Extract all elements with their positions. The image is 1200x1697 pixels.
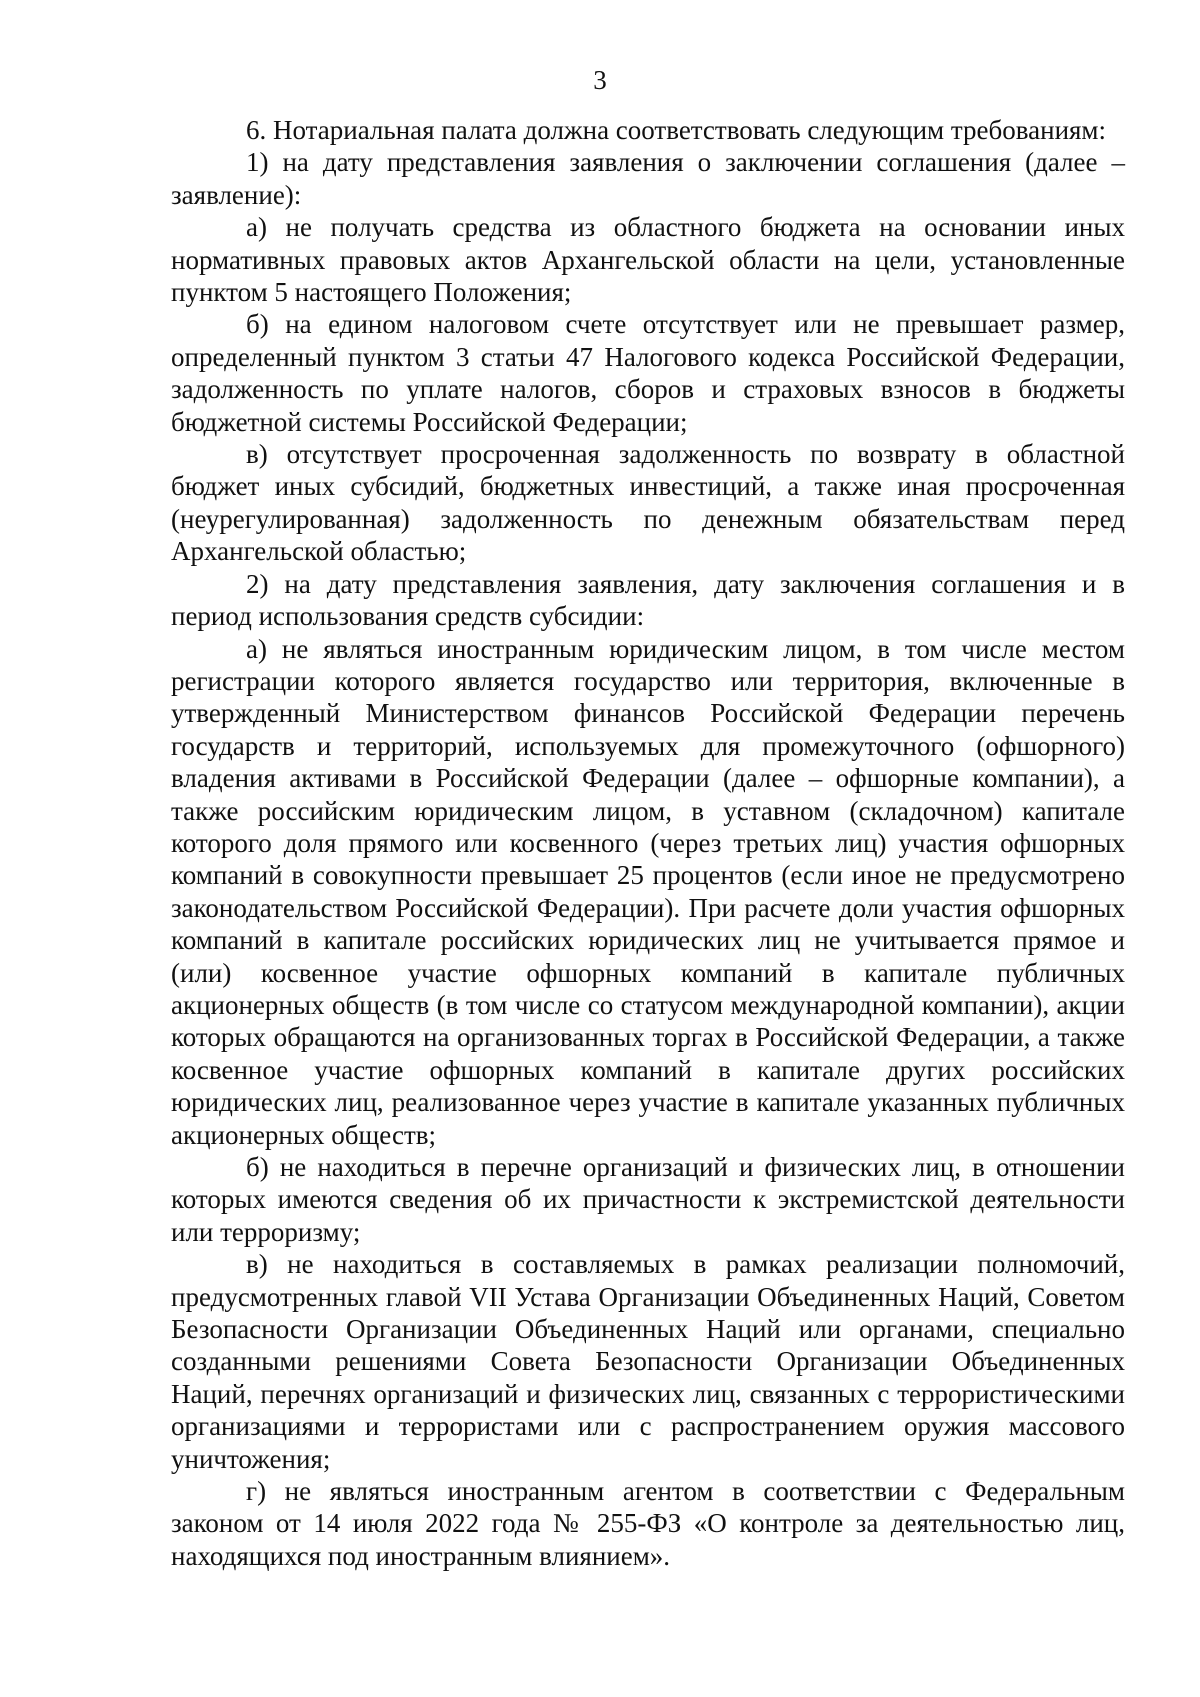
paragraph-6-2-v: в) не находиться в составляемых в рамках реализации полномочий, предусмотренных главой VII Устава Организации Объединенных Наций, Советом Безопасности Организации Объединенных Наций или органами, специально созданными решениями Совета Безопасности Организации Объединенных Наций, перечнях организаций и физических лиц, связанных с террористическими организациями и террористами или с распространением оружия массового уничтожения; [171,1249,1125,1474]
paragraph-6-1-v: в) отсутствует просроченная задолженность по возврату в областной бюджет иных субсидий, бюджетных инвестиций, а также иная просроченная (неурегулированная) задолженность по денежным обязательствам перед Архангельской областью; [171,439,1125,567]
paragraph-6-2-a: а) не являться иностранным юридическим лицом, в том числе местом регистрации которого является государство или территория, включенные в утвержденный Министерством финансов Российской Федерации перечень государств и территорий, используемых для промежуточного (офшорного) владения активами в Российской Федерации (далее – офшорные компании), а также российским юридическим лицом, в уставном (складочном) капитале которого доля прямого или косвенного (через третьих лиц) участия офшорных компаний в совокупности превышает 25 процентов (если иное не предусмотрено законодательством Российской Федерации). При расчете доли участия офшорных компаний в капитале российских юридических лиц не учитывается прямое и (или) косвенное участие офшорных компаний в капитале публичных акционерных обществ (в том числе со статусом международной компании), акции которых обращаются на организованных торгах в Российской Федерации, а также косвенное участие офшорных компаний в капитале других российских юридических лиц, реализованное через участие в капитале указанных публичных акционерных обществ; [171,633,1125,1150]
paragraph-6-1-a: а) не получать средства из областного бюджета на основании иных нормативных правовых актов Архангельской области на цели, установленные пунктом 5 настоящего Положения; [171,212,1125,308]
paragraph-6-1: 1) на дату представления заявления о заключении соглашения (далее – заявление): [171,147,1125,210]
paragraph-6-1-b: б) на едином налоговом счете отсутствует или не превышает размер, определенный пунктом 3 статьи 47 Налогового кодекса Российской Федерации, задолженность по уплате налогов, сборов и страховых взносов в бюджеты бюджетной системы Российской Федерации; [171,309,1125,437]
paragraph-6-2-g: г) не являться иностранным агентом в соответствии с Федеральным законом от 14 июля 2022 года № 255-ФЗ «О контроле за деятельностью лиц, находящихся под иностранным влиянием». [171,1476,1125,1571]
paragraph-6: 6. Нотариальная палата должна соответствовать следующим требованиям: [246,115,1107,145]
paragraph-6-2-b: б) не находиться в перечне организаций и физических лиц, в отношении которых имеются сведения об их причастности к экстремистской деятельности или терроризму; [171,1152,1125,1247]
document-body [171,114,1125,1572]
paragraph-6-2: 2) на дату представления заявления, дату заключения соглашения и в период использования средств субсидии: [171,568,1125,632]
page-number: 3 [593,65,607,95]
